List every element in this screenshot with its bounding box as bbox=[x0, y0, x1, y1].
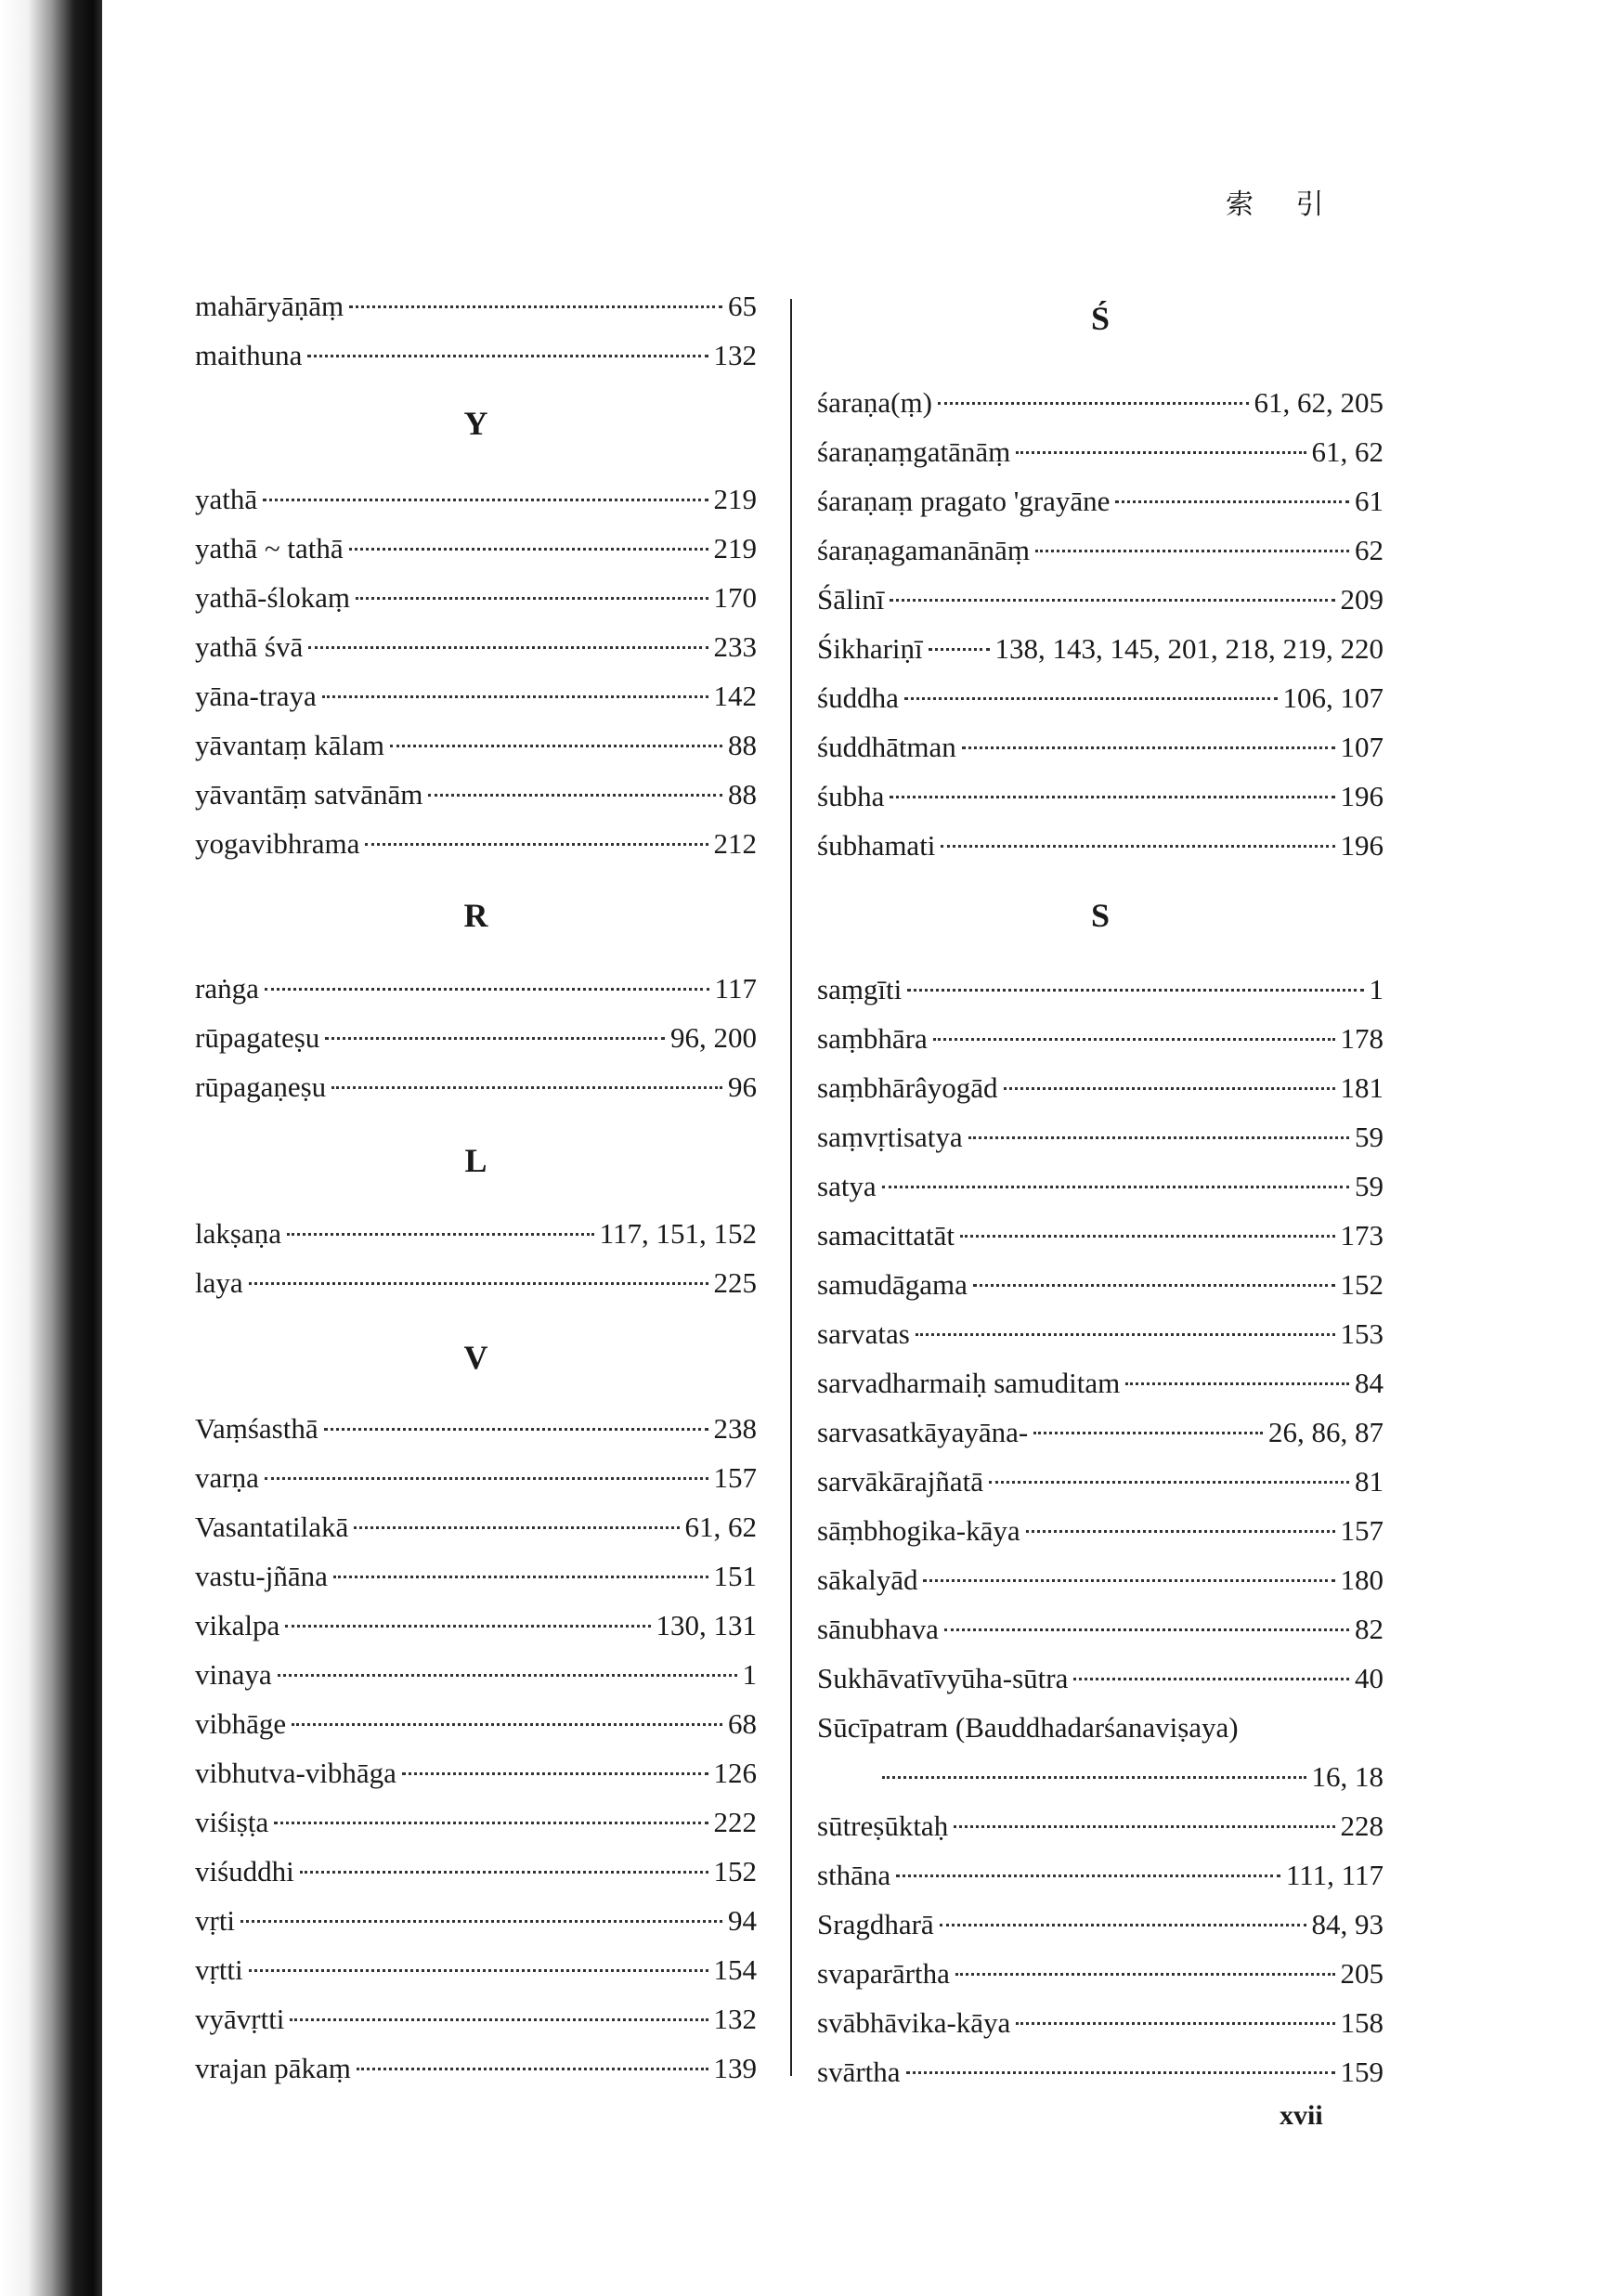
page-references: 107 bbox=[1340, 731, 1384, 763]
dot-leader bbox=[356, 596, 708, 600]
index-entry bbox=[817, 1365, 1384, 1402]
index-term: yāvantaṃ kālam bbox=[195, 729, 384, 761]
dot-leader bbox=[265, 1476, 708, 1480]
index-term: saṃbhāra bbox=[817, 1022, 928, 1055]
dot-leader bbox=[955, 1972, 1335, 1976]
index-term: svaparārtha bbox=[817, 1957, 950, 1990]
dot-leader bbox=[365, 842, 708, 846]
page-references: 157 bbox=[713, 1461, 757, 1494]
page-references: 61, 62, 205 bbox=[1254, 386, 1384, 419]
page-references: 154 bbox=[713, 1953, 757, 1986]
index-term: mahāryāṇāṃ bbox=[195, 290, 344, 322]
page-references: 126 bbox=[713, 1757, 757, 1789]
page-references: 59 bbox=[1355, 1170, 1384, 1202]
index-term: śaraṇaṃ pragato 'grayāne bbox=[817, 485, 1111, 517]
index-entry bbox=[195, 678, 757, 715]
index-term: varṇa bbox=[195, 1461, 259, 1494]
index-entry bbox=[817, 1266, 1384, 1304]
dot-leader bbox=[287, 1232, 594, 1236]
dot-leader bbox=[1016, 450, 1306, 454]
page-references: 139 bbox=[713, 2052, 757, 2084]
index-term: sākalyād bbox=[817, 1563, 918, 1596]
index-term: maithuna bbox=[195, 339, 303, 371]
page-references: 61, 62 bbox=[684, 1511, 757, 1543]
index-entry bbox=[195, 1558, 757, 1595]
dot-leader bbox=[960, 1234, 1334, 1238]
index-entry bbox=[817, 581, 1384, 618]
index-entry bbox=[817, 1611, 1384, 1648]
index-term: śubha bbox=[817, 780, 885, 812]
index-term: yathā ~ tathā bbox=[195, 532, 344, 564]
index-entry bbox=[195, 481, 757, 518]
dot-leader bbox=[954, 1824, 1334, 1828]
index-entry bbox=[195, 629, 757, 666]
dot-leader bbox=[933, 1037, 1335, 1041]
index-term: lakṣaṇa bbox=[195, 1217, 281, 1250]
index-entry bbox=[817, 1906, 1384, 1943]
dot-leader bbox=[285, 1624, 650, 1628]
index-entry bbox=[817, 1414, 1384, 1451]
dot-leader bbox=[923, 1578, 1334, 1582]
index-term: Sukhāvatīvyūha-sūtra bbox=[817, 1662, 1069, 1694]
index-entry bbox=[195, 970, 757, 1007]
page-references: 225 bbox=[713, 1266, 757, 1299]
dot-leader bbox=[944, 1628, 1349, 1631]
dot-leader bbox=[968, 1135, 1349, 1139]
dot-leader bbox=[896, 1874, 1280, 1877]
index-entry bbox=[195, 825, 757, 863]
index-entry bbox=[195, 1509, 757, 1546]
index-entry bbox=[195, 1755, 757, 1792]
index-term: laya bbox=[195, 1266, 243, 1299]
page-references: 170 bbox=[713, 581, 757, 614]
page-references: 138, 143, 145, 201, 218, 219, 220 bbox=[994, 632, 1384, 665]
index-term: yogavibhrama bbox=[195, 827, 360, 860]
dot-leader bbox=[278, 1673, 737, 1677]
index-term: Sūcīpatram (Bauddhadarśanaviṣaya) bbox=[817, 1711, 1239, 1744]
index-entry bbox=[195, 1706, 757, 1743]
dot-leader bbox=[929, 647, 990, 651]
index-term: Vasantatilakā bbox=[195, 1511, 349, 1543]
dot-leader bbox=[906, 2070, 1335, 2074]
index-entry bbox=[817, 1316, 1384, 1353]
index-term: vrajan pākaṃ bbox=[195, 2052, 351, 2084]
section-letter-heading: L bbox=[464, 1142, 487, 1179]
index-term: samacittatāt bbox=[817, 1219, 955, 1252]
page-references: 59 bbox=[1355, 1121, 1384, 1153]
page-references: 157 bbox=[1340, 1514, 1384, 1547]
page-references: 96 bbox=[728, 1070, 757, 1103]
index-term: vṛtti bbox=[195, 1953, 243, 1986]
page-references: 117, 151, 152 bbox=[599, 1217, 757, 1250]
dot-leader bbox=[354, 1525, 679, 1529]
page-references: 61 bbox=[1355, 485, 1384, 517]
index-term: saṃbhārâyogād bbox=[817, 1071, 998, 1104]
index-term: sānubhava bbox=[817, 1613, 939, 1645]
dot-leader bbox=[1115, 499, 1349, 503]
index-entry bbox=[195, 2001, 757, 2038]
page-references: 181 bbox=[1340, 1071, 1384, 1104]
page-references: 1 bbox=[1369, 973, 1384, 1005]
index-term: sthāna bbox=[817, 1859, 891, 1891]
index-entry bbox=[195, 337, 757, 374]
dot-leader bbox=[973, 1283, 1335, 1287]
page-references: 159 bbox=[1340, 2056, 1384, 2088]
index-term: śuddhātman bbox=[817, 731, 956, 763]
index-entry bbox=[195, 530, 757, 567]
index-term: yāna-traya bbox=[195, 680, 317, 712]
index-entry bbox=[817, 778, 1384, 815]
page-references: 158 bbox=[1340, 2006, 1384, 2039]
index-entry bbox=[195, 579, 757, 616]
index-term: vibhāge bbox=[195, 1707, 287, 1740]
page-references: 151 bbox=[713, 1560, 757, 1592]
index-term: viśiṣṭa bbox=[195, 1806, 269, 1838]
dot-leader bbox=[904, 696, 1278, 700]
page-references: 84, 93 bbox=[1311, 1908, 1384, 1940]
index-term: svābhāvika-kāya bbox=[817, 2006, 1011, 2039]
page-references: 81 bbox=[1355, 1465, 1384, 1498]
dot-leader bbox=[962, 746, 1335, 749]
page-references: 88 bbox=[728, 778, 757, 811]
page-references: 16, 18 bbox=[1311, 1760, 1384, 1793]
dot-leader bbox=[1004, 1086, 1335, 1090]
index-entry bbox=[195, 1215, 757, 1252]
page-references: 26, 86, 87 bbox=[1268, 1416, 1384, 1448]
index-term: raṅga bbox=[195, 972, 259, 1005]
dot-leader bbox=[325, 1036, 665, 1040]
section-letter-heading: S bbox=[1090, 897, 1111, 934]
dot-leader bbox=[428, 793, 722, 797]
dot-leader bbox=[357, 2067, 708, 2070]
index-entry bbox=[817, 1857, 1384, 1894]
page-references: 96, 200 bbox=[670, 1021, 757, 1054]
index-entry bbox=[817, 630, 1384, 668]
index-term: vyāvṛtti bbox=[195, 2003, 285, 2035]
dot-leader bbox=[300, 1870, 708, 1874]
dot-leader bbox=[1026, 1529, 1335, 1533]
page-references: 68 bbox=[728, 1707, 757, 1740]
dot-leader bbox=[938, 401, 1249, 405]
index-term: viśuddhi bbox=[195, 1855, 294, 1887]
index-term: sāṃbhogika-kāya bbox=[817, 1514, 1020, 1547]
index-term: rūpagaṇeṣu bbox=[195, 1070, 327, 1103]
page-references: 205 bbox=[1340, 1957, 1384, 1990]
column-divider bbox=[790, 299, 792, 2076]
page-references: 212 bbox=[713, 827, 757, 860]
index-term: rūpagateṣu bbox=[195, 1021, 320, 1054]
dot-leader bbox=[307, 354, 708, 357]
page-references: 196 bbox=[1340, 780, 1384, 812]
page-references: 84 bbox=[1355, 1367, 1384, 1399]
dot-leader bbox=[882, 1775, 1306, 1779]
section-letter-heading: Ś bbox=[1090, 300, 1111, 337]
index-term: śaraṇagamanānāṃ bbox=[817, 534, 1030, 566]
dot-leader bbox=[1016, 2021, 1334, 2025]
index-term: Śālinī bbox=[817, 583, 885, 616]
index-term: śuddha bbox=[817, 681, 899, 714]
section-letter-heading: R bbox=[463, 897, 488, 934]
index-entry bbox=[195, 1853, 757, 1890]
dot-leader bbox=[324, 1427, 708, 1431]
dot-leader bbox=[402, 1771, 708, 1775]
page-references: 219 bbox=[713, 532, 757, 564]
index-term: saṃvṛtisatya bbox=[817, 1121, 963, 1153]
dot-leader bbox=[989, 1480, 1349, 1484]
dot-leader bbox=[308, 645, 708, 649]
dot-leader bbox=[882, 1185, 1349, 1188]
dot-leader bbox=[274, 1821, 708, 1824]
page-references: 132 bbox=[713, 339, 757, 371]
dot-leader bbox=[1125, 1381, 1349, 1385]
index-entry bbox=[195, 776, 757, 813]
index-term: saṃgīti bbox=[817, 973, 903, 1005]
dot-leader bbox=[916, 1332, 1335, 1336]
index-entry bbox=[817, 827, 1384, 864]
index-term: vinaya bbox=[195, 1658, 272, 1691]
index-term: samudāgama bbox=[817, 1268, 968, 1301]
dot-leader bbox=[349, 547, 708, 551]
book-spine-shadow bbox=[0, 0, 102, 2296]
index-term: sarvasatkāyayāna- bbox=[817, 1416, 1029, 1448]
index-entry bbox=[817, 680, 1384, 717]
page-references: 238 bbox=[713, 1412, 757, 1445]
page-references: 88 bbox=[728, 729, 757, 761]
page-references: 94 bbox=[728, 1904, 757, 1937]
index-entry bbox=[817, 2054, 1384, 2091]
dot-leader bbox=[333, 1575, 708, 1578]
dot-leader bbox=[940, 1923, 1306, 1926]
page-references: 222 bbox=[713, 1806, 757, 1838]
page-references: 173 bbox=[1340, 1219, 1384, 1252]
index-entry bbox=[195, 727, 757, 764]
dot-leader bbox=[941, 844, 1334, 848]
dot-leader bbox=[249, 1968, 708, 1972]
index-entry bbox=[817, 1070, 1384, 1107]
index-entry bbox=[195, 288, 757, 325]
index-entry bbox=[195, 1069, 757, 1106]
page-references: 106, 107 bbox=[1282, 681, 1384, 714]
index-entry bbox=[195, 1607, 757, 1644]
page-references: 130, 131 bbox=[656, 1609, 757, 1641]
index-entry bbox=[195, 1656, 757, 1693]
dot-leader bbox=[349, 305, 722, 308]
index-term: svārtha bbox=[817, 2056, 901, 2088]
index-entry bbox=[195, 1410, 757, 1447]
index-entry bbox=[817, 971, 1384, 1008]
section-letter-heading: Y bbox=[463, 405, 488, 442]
page-references: 111, 117 bbox=[1285, 1859, 1384, 1891]
page-references: 132 bbox=[713, 2003, 757, 2035]
page-references: 142 bbox=[713, 680, 757, 712]
dot-leader bbox=[249, 1281, 708, 1285]
index-term: vibhutva-vibhāga bbox=[195, 1757, 396, 1789]
dot-leader bbox=[263, 498, 708, 501]
page-references: 61, 62 bbox=[1311, 435, 1384, 468]
index-term: sūtreṣūktaḥ bbox=[817, 1810, 949, 1842]
page-references: 117 bbox=[714, 972, 757, 1005]
index-term: sarvadharmaiḥ samuditam bbox=[817, 1367, 1121, 1399]
index-entry bbox=[817, 2004, 1384, 2042]
page-references: 233 bbox=[713, 630, 757, 663]
page-references: 40 bbox=[1355, 1662, 1384, 1694]
running-header: 索 引 bbox=[1226, 188, 1341, 221]
dot-leader bbox=[1033, 1431, 1263, 1434]
index-entry bbox=[817, 1709, 1384, 1746]
page-references: 152 bbox=[713, 1855, 757, 1887]
dot-leader bbox=[265, 987, 709, 991]
index-entry bbox=[817, 1217, 1384, 1254]
index-term: Sragdharā bbox=[817, 1908, 934, 1940]
page-references: 65 bbox=[728, 290, 757, 322]
index-entry bbox=[817, 1562, 1384, 1599]
dot-leader bbox=[290, 2017, 708, 2021]
index-entry bbox=[817, 1808, 1384, 1845]
page-references: 62 bbox=[1355, 534, 1384, 566]
page-references: 1 bbox=[742, 1658, 757, 1691]
dot-leader bbox=[390, 744, 722, 747]
index-term: śaraṇaṃgatānāṃ bbox=[817, 435, 1011, 468]
dot-leader bbox=[292, 1722, 722, 1726]
index-entry bbox=[817, 532, 1384, 569]
index-term: śubhamati bbox=[817, 829, 936, 862]
dot-leader bbox=[907, 988, 1363, 992]
index-entry bbox=[817, 1168, 1384, 1205]
page-references: 180 bbox=[1340, 1563, 1384, 1596]
index-entry bbox=[817, 483, 1384, 520]
index-entry bbox=[817, 384, 1384, 422]
page-references: 219 bbox=[713, 483, 757, 515]
page-references: 228 bbox=[1340, 1810, 1384, 1842]
index-entry bbox=[195, 1459, 757, 1497]
dot-leader bbox=[890, 598, 1334, 602]
page-references: 153 bbox=[1340, 1317, 1384, 1350]
index-entry bbox=[817, 1119, 1384, 1156]
index-entry bbox=[817, 1512, 1384, 1550]
index-term: vṛti bbox=[195, 1904, 236, 1937]
page-references: 82 bbox=[1355, 1613, 1384, 1645]
index-entry bbox=[817, 434, 1384, 471]
dot-leader bbox=[240, 1919, 722, 1923]
index-entry bbox=[195, 1804, 757, 1841]
dot-leader bbox=[322, 694, 708, 698]
page-references: 196 bbox=[1340, 829, 1384, 862]
index-entry bbox=[195, 2050, 757, 2087]
index-term: vikalpa bbox=[195, 1609, 280, 1641]
dot-leader bbox=[1035, 549, 1349, 552]
index-term: sarvākārajñatā bbox=[817, 1465, 983, 1498]
index-entry bbox=[817, 1758, 1384, 1796]
index-term: sarvatas bbox=[817, 1317, 910, 1350]
index-entry bbox=[195, 1952, 757, 1989]
dot-leader bbox=[1073, 1677, 1349, 1680]
page-references: 209 bbox=[1340, 583, 1384, 616]
index-entry bbox=[195, 1902, 757, 1939]
index-term: Śikhariṇī bbox=[817, 632, 923, 665]
index-term: yāvantāṃ satvānām bbox=[195, 778, 423, 811]
page-references: 152 bbox=[1340, 1268, 1384, 1301]
index-term: satya bbox=[817, 1170, 877, 1202]
page-references: 178 bbox=[1340, 1022, 1384, 1055]
page-number: xvii bbox=[1280, 2100, 1323, 2131]
dot-leader bbox=[331, 1085, 722, 1089]
index-entry bbox=[817, 1463, 1384, 1500]
index-term: yathā bbox=[195, 483, 258, 515]
index-entry bbox=[195, 1265, 757, 1302]
index-entry bbox=[817, 1020, 1384, 1057]
section-letter-heading: V bbox=[463, 1339, 488, 1376]
index-entry bbox=[195, 1019, 757, 1057]
dot-leader bbox=[890, 795, 1334, 798]
index-term: Vaṃśasthā bbox=[195, 1412, 318, 1445]
index-entry bbox=[817, 1955, 1384, 1992]
index-term: vastu-jñāna bbox=[195, 1560, 328, 1592]
index-entry bbox=[817, 729, 1384, 766]
index-term: śaraṇa(ṃ) bbox=[817, 386, 932, 419]
index-term: yathā śvā bbox=[195, 630, 304, 663]
index-term: yathā-ślokaṃ bbox=[195, 581, 351, 614]
index-entry bbox=[817, 1660, 1384, 1697]
